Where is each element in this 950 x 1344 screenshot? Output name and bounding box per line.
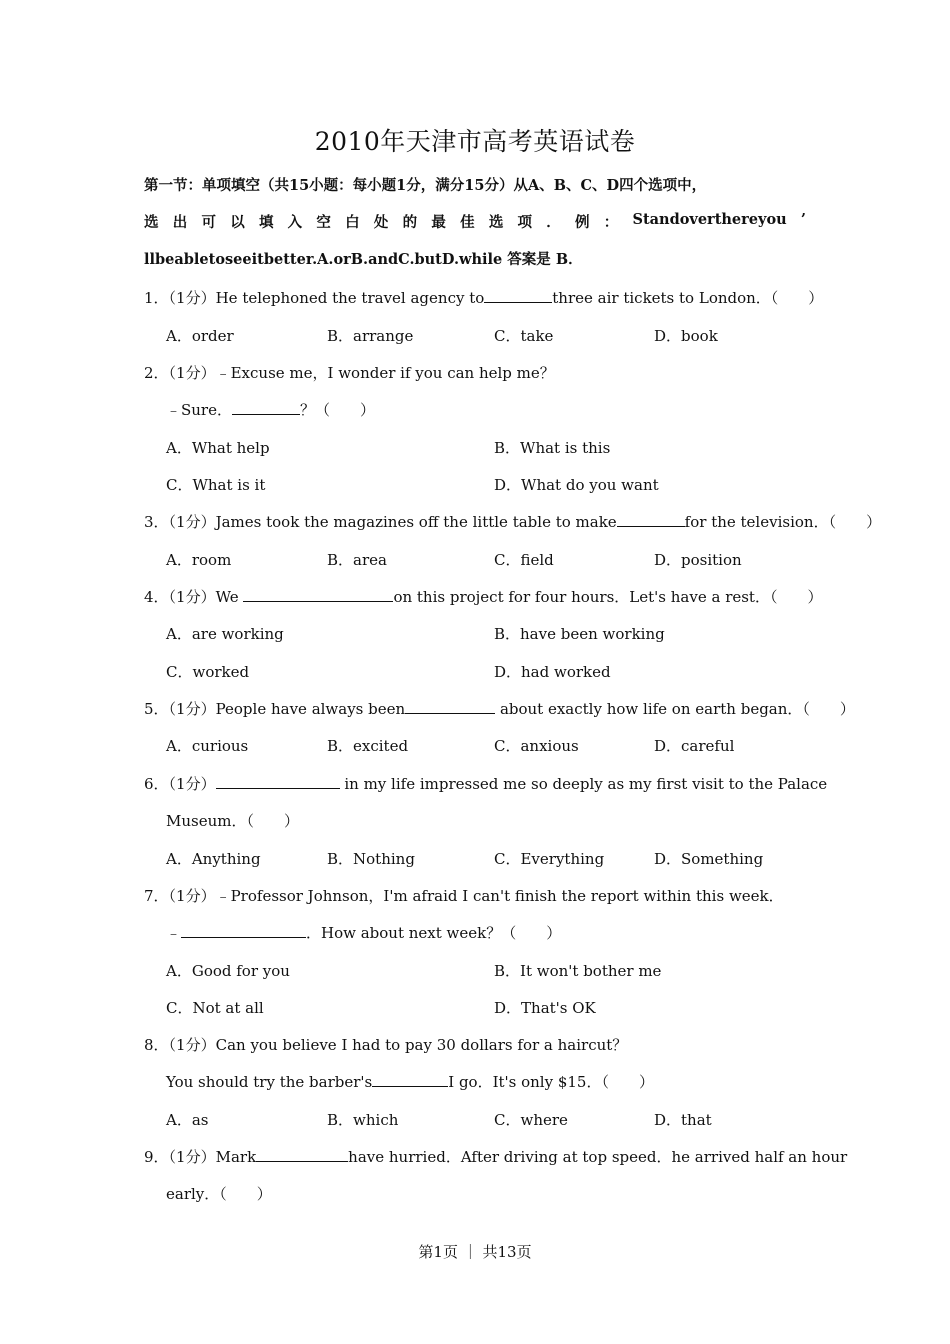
- answer-blank[interactable]: [256, 1147, 348, 1162]
- instructions-word: 白: [345, 214, 360, 231]
- instructions-word: ：: [603, 214, 619, 231]
- option-b[interactable]: B．It won't bother me: [494, 962, 662, 980]
- question-text: I go．It's only $15．（ ）: [448, 1073, 654, 1091]
- option-c[interactable]: C．where: [494, 1111, 568, 1129]
- answer-blank[interactable]: [372, 1072, 448, 1087]
- option-d[interactable]: D．careful: [654, 737, 735, 755]
- question-text: We: [215, 588, 244, 606]
- instructions-word: 佳: [460, 214, 475, 231]
- page-footer: 第1页 ｜ 共13页: [418, 1243, 532, 1261]
- question-4: [144, 586, 822, 607]
- option-c[interactable]: C．What is it: [166, 476, 266, 494]
- option-a[interactable]: A．order: [166, 327, 234, 345]
- instructions-line-2: [144, 211, 806, 232]
- option-b[interactable]: B．have been working: [494, 625, 665, 643]
- page-title: 2010年天津市高考英语试卷: [314, 127, 636, 156]
- instructions-word: 可: [201, 214, 216, 231]
- question-text: ？（ ）: [299, 401, 375, 419]
- question-text: ﹣: [166, 924, 182, 942]
- instructions-word: 以: [230, 214, 245, 231]
- option-d[interactable]: D．had worked: [494, 663, 611, 681]
- question-text: Mark: [215, 1148, 257, 1166]
- option-a[interactable]: A．are working: [166, 625, 284, 643]
- option-a[interactable]: A．room: [166, 551, 232, 569]
- question-5: [144, 698, 855, 719]
- instructions-word: 填: [258, 214, 274, 231]
- answer-blank[interactable]: [405, 699, 495, 714]
- question-8-response: [166, 1071, 654, 1092]
- question-number: 4．（1分）: [144, 588, 216, 606]
- instructions-word: 出: [172, 214, 188, 231]
- option-b[interactable]: B．excited: [327, 737, 409, 755]
- option-a[interactable]: A．as: [166, 1111, 209, 1129]
- option-b[interactable]: B．Nothing: [327, 850, 415, 868]
- question-number: 6．（1分）: [144, 775, 216, 793]
- option-d[interactable]: D．What do you want: [494, 476, 659, 494]
- question-text: for the television．（ ）: [684, 513, 882, 531]
- question-7: [144, 885, 784, 906]
- option-c[interactable]: C．take: [494, 327, 554, 345]
- question-9-continuation: early．（ ）: [166, 1185, 272, 1203]
- answer-blank[interactable]: [232, 400, 300, 415]
- question-6-continuation: Museum．（ ）: [166, 812, 299, 830]
- question-9: [144, 1146, 847, 1167]
- option-d[interactable]: D．Something: [654, 850, 764, 868]
- option-c[interactable]: C．anxious: [494, 737, 579, 755]
- question-number: 1．（1分）: [144, 289, 216, 307]
- question-text: ﹣Excuse me，I wonder if you can help me？: [215, 364, 555, 382]
- option-d[interactable]: D．that: [654, 1111, 712, 1129]
- question-text: on this project for four hours．Let's have a rest．（ ）: [393, 588, 823, 606]
- instructions-word: 最: [431, 214, 446, 231]
- question-number: 7．（1分）: [144, 887, 216, 905]
- question-7-response: [166, 922, 561, 943]
- question-text: have hurried．After driving at top speed．he arrived half an hour: [348, 1148, 848, 1166]
- option-c[interactable]: C．Everything: [494, 850, 605, 868]
- instructions-word: 选: [144, 214, 159, 231]
- option-a[interactable]: A．Good for you: [166, 962, 290, 980]
- question-8: [144, 1034, 627, 1055]
- instructions-word: 项: [517, 214, 533, 231]
- option-c[interactable]: C．Not at all: [166, 999, 264, 1017]
- question-text: James took the magazines off the little table to make: [215, 513, 617, 531]
- question-text: He telephoned the travel agency to: [215, 289, 485, 307]
- question-text: You should try the barber's: [166, 1073, 373, 1091]
- answer-blank[interactable]: [617, 512, 685, 527]
- instructions-word: 的: [402, 214, 418, 231]
- option-d[interactable]: D．That's OK: [494, 999, 596, 1017]
- instructions-line-1: 第一节：单项填空（共15小题：每小题1分，满分15分）从A、B、C、D四个选项中，: [144, 177, 707, 194]
- answer-blank[interactable]: [181, 923, 306, 938]
- option-b[interactable]: B．which: [327, 1111, 399, 1129]
- question-text: Can you believe I had to pay 30 dollars for a haircut？: [215, 1036, 628, 1054]
- question-text: about exactly how life on earth began．（ ）: [495, 700, 855, 718]
- instructions-word: Standoverthereyou: [632, 211, 787, 228]
- instructions-word: ’: [800, 211, 806, 228]
- instructions-word: 入: [287, 214, 303, 231]
- option-d[interactable]: D．book: [654, 327, 718, 345]
- question-text: in my life impressed me so deeply as my first visit to the Palace: [339, 775, 828, 793]
- option-a[interactable]: A．curious: [166, 737, 249, 755]
- question-2: [144, 362, 555, 383]
- option-a[interactable]: A．Anything: [166, 850, 261, 868]
- option-a[interactable]: A．What help: [166, 439, 270, 457]
- question-2-response: [166, 399, 375, 420]
- instructions-word: 选: [488, 214, 504, 231]
- question-6: [144, 773, 827, 794]
- instructions-word: ．: [546, 214, 561, 231]
- question-number: 8．（1分）: [144, 1036, 216, 1054]
- instructions-word: 例: [575, 214, 590, 231]
- option-b[interactable]: B．area: [327, 551, 387, 569]
- answer-blank[interactable]: [243, 587, 393, 602]
- question-3: [144, 511, 881, 532]
- question-1: [144, 287, 823, 308]
- option-b[interactable]: B．arrange: [327, 327, 414, 345]
- option-c[interactable]: C．field: [494, 551, 554, 569]
- question-number: 2．（1分）: [144, 364, 216, 382]
- question-text: ．How about next week？（ ）: [306, 924, 562, 942]
- question-text: People have always been: [215, 700, 406, 718]
- question-number: 5．（1分）: [144, 700, 216, 718]
- question-number: 9．（1分）: [144, 1148, 216, 1166]
- instructions-word: 处: [373, 214, 389, 231]
- instructions-line-3: llbeabletoseeitbetter.A.orB.andC.butD.while 答案是 B．: [144, 251, 583, 268]
- question-text: three air tickets to London．（ ）: [552, 289, 824, 307]
- question-number: 3．（1分）: [144, 513, 216, 531]
- instructions-word: 空: [316, 214, 331, 231]
- question-text: ﹣Sure．: [166, 401, 232, 419]
- option-d[interactable]: D．position: [654, 551, 742, 569]
- answer-blank[interactable]: [216, 774, 340, 789]
- option-b[interactable]: B．What is this: [494, 439, 611, 457]
- option-c[interactable]: C．worked: [166, 663, 250, 681]
- answer-blank[interactable]: [484, 288, 552, 303]
- question-text: ﹣Professor Johnson，I'm afraid I can't finish the report within this week．: [215, 887, 784, 905]
